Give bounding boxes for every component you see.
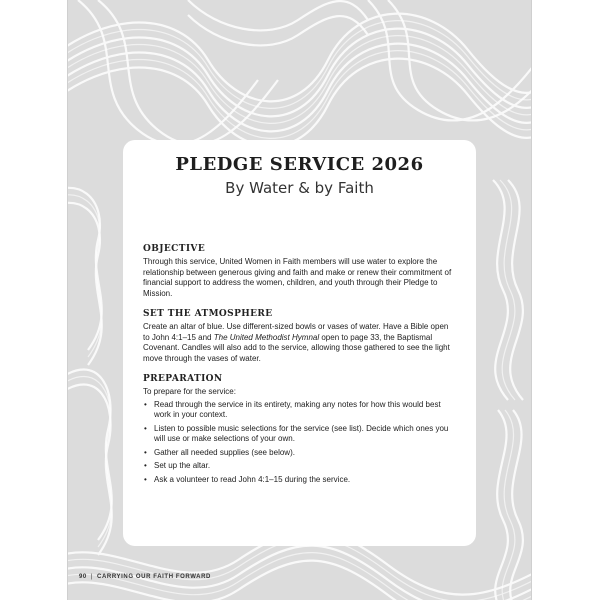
atmosphere-text <box>143 322 456 364</box>
preparation-intro: To prepare for the service: <box>143 387 236 396</box>
page-subtitle: By Water & by Faith <box>225 179 374 197</box>
objective-section <box>143 244 456 299</box>
objective-heading: OBJECTIVE <box>143 244 206 254</box>
list-item <box>143 475 456 486</box>
list-item <box>143 424 456 445</box>
page-title: PLEDGE SERVICE 2026 <box>175 154 424 175</box>
footer-separator: | <box>90 574 94 580</box>
preparation-heading: PREPARATION <box>143 374 223 384</box>
content-card <box>123 140 476 546</box>
bullet-icon: • <box>144 399 147 409</box>
bullet-icon: • <box>144 423 147 433</box>
list-item <box>143 461 456 472</box>
list-item-text: Ask a volunteer to read John 4:1–15 during the service. <box>154 474 351 484</box>
atmosphere-text-part-2: open to page 33, the Baptismal Covenant. Candles will also add to the service, allowing those gathered to see the light move through the vases of water. <box>143 332 450 363</box>
list-item-text: Gather all needed supplies (see below). <box>154 447 295 457</box>
hymnal-title: The United Methodist Hymnal <box>213 332 320 342</box>
bullet-icon: • <box>144 474 147 484</box>
atmosphere-section <box>143 309 456 364</box>
page-number: 90 <box>79 574 87 580</box>
list-item-text: Read through the service in its entirety, making any notes for how this would best work in your context. <box>154 399 441 419</box>
running-title: CARRYING OUR FAITH FORWARD <box>97 574 211 580</box>
atmosphere-text-part-1: Create an altar of blue. Use different-sized bowls or vases of water. Have a Bible open to John 4:1–15 and <box>143 322 449 342</box>
objective-text: Through this service, United Women in Faith members will use water to explore the relationship between generous giving and faith and make or renew their commitment of financial support to address the women, children, and youth through their Pledge to Mission. <box>143 257 452 298</box>
list-item <box>143 400 456 421</box>
page-footer <box>79 574 211 580</box>
atmosphere-heading: SET THE ATMOSPHERE <box>143 309 273 319</box>
list-item-text: Set up the altar. <box>154 461 211 470</box>
preparation-section <box>143 374 456 485</box>
list-item-text: Listen to possible music selections for the service (see list). Decide which ones you will use or make selections of your own. <box>154 423 449 443</box>
list-item <box>143 448 456 459</box>
document-page <box>68 0 531 600</box>
bullet-icon: • <box>144 461 147 470</box>
bullet-icon: • <box>144 447 147 457</box>
preparation-list <box>143 400 456 486</box>
